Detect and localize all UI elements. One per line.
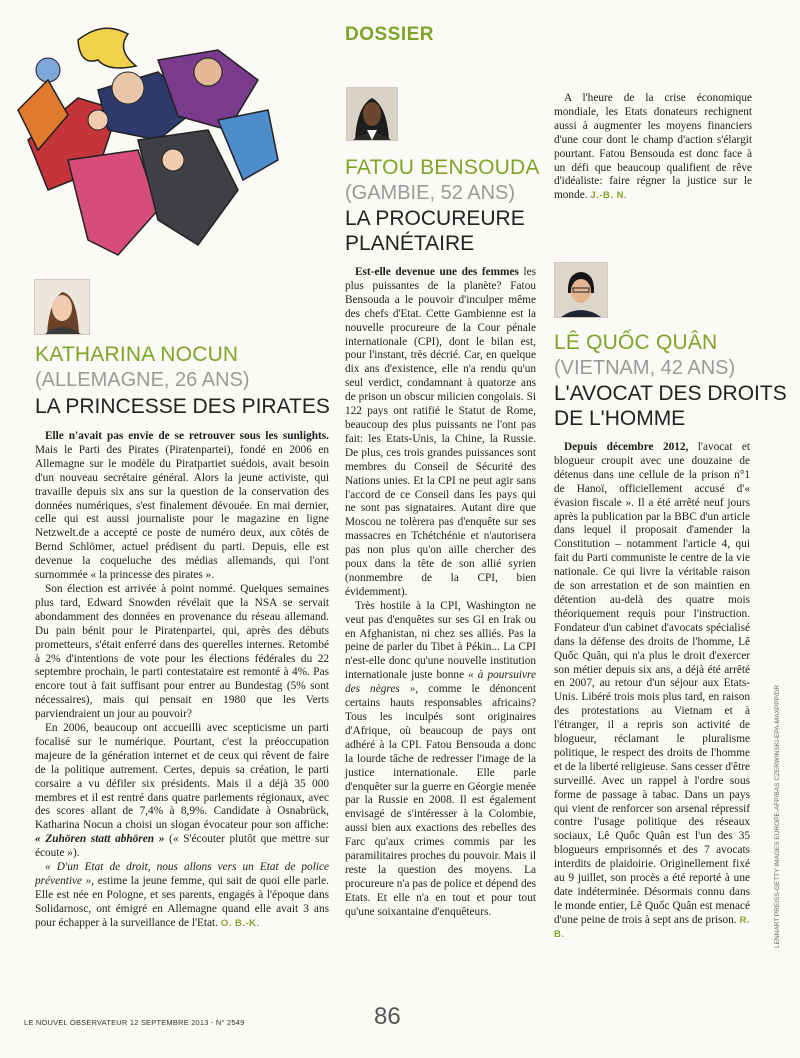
le-quoc-quan-signature: R. B.	[554, 914, 750, 940]
fatou-lead: Est-elle devenue une des femmes	[355, 266, 519, 278]
fatou-name: FATOU BENSOUDA	[345, 156, 540, 179]
le-quoc-quan-headline-line-2: DE L'HOMME	[554, 407, 686, 430]
katharina-headline: LA PRINCESSE DES PIRATES	[35, 395, 330, 418]
katharina-paragraph-3a: En 2006, beaucoup ont accueilli avec scepticisme un parti focalisé sur le numérique. Pourtant, c'est la préoccupation majeure de la génération internet et de ceux qui rêvent de faire de la politique autrement. Certes, depuis sa création, le parti corsaire a vu défiler six présidents. Mais il a déjà 35 000 membres et il est rentré dans quatre parlements régionaux, avec des scores allant de 7,4% à 8,9%. Candidate à Osnabrück, Katharina Nocun a choisi un slogan évocateur pour son affiche:	[35, 722, 329, 832]
fatou-portrait	[346, 87, 398, 141]
fatou-headline-line-2: PLANÉTAIRE	[345, 232, 475, 255]
fatou-paragraph-3: A l'heure de la crise économique mondiale, les Etats donateurs rechignent aussi à augmenter les moyens financiers d'une cour dont le champ d'action s'élargit pourtant. Fatou Bensouda est donc face à un défi que beaucoup qualifient de rêve d'idéaliste: faire régner la justice sur le monde.	[554, 92, 752, 202]
fatou-origin: (GAMBIE, 52 ANS)	[345, 182, 516, 204]
fatou-signature: J.-B. N.	[590, 190, 628, 202]
le-quoc-quan-lead: Depuis décembre 2012,	[564, 441, 689, 453]
fatou-article-continued	[554, 92, 752, 203]
katharina-signature: O. B.-K.	[220, 917, 260, 929]
katharina-paragraph-4: , estime la jeune femme, qui sait de quoi elle parle. Elle est née en Pologne, et ses parents, engagés à l'époque dans Solidarnosc, ont émigré en Allemagne quand elle avait 3 ans pour échapper à la surveillance de l'Etat.	[35, 875, 330, 929]
le-quoc-quan-headline-line-1: L'AVOCAT DES DROITS	[554, 382, 787, 405]
le-quoc-quan-portrait	[554, 262, 608, 318]
page-number: 86	[374, 1003, 401, 1030]
katharina-paragraph-2: Son élection est arrivée à point nommé. Quelques semaines plus tard, Edward Snowden révélait que la NSA se servait abondamment des données en provenance du réseau allemand. Du pain bénit pour le Piratenpartei, qui, après des débuts prometteurs, s'était enferré dans des querelles internes. Retombé à 2% d'intentions de vote pour les élections fédérales du 22 septembre prochain, le parti contestataire est remonté à 4%. Pas encore tout à fait suffisant pour entrer au Bundestag (5% sont nécessaires), mais qui pensait en 1980 que les Verts parviendraient un jour au pouvoir?	[35, 582, 329, 721]
fatou-paragraph-1: les plus puissantes de la planète? Fatou Bensouda a le pouvoir d'inculper même des chefs d'Etat. Cette Gambienne est la nouvelle procureure de la Cour pénale internationale (CPI), dont le bilan est, pour l'instant, très décrié. Car, en quelque dix ans d'existence, elle n'a rendu qu'un seul verdict, condamnant à quatorze ans de prison un obscur milicien congolais. Si 122 pays ont ratifié le Statut de Rome, beaucoup des plus puissants ne l'ont pas fait: les Etats-Unis, la Chine, la Russie. De plus, ces trois grandes puissances sont membres du Conseil de Sécurité des Nations unies. Et la CPI ne peut agir sans l'accord de ce Conseil dans les pays qui ne sont pas signataires. Autant dire que Moscou ne tolèrera pas d'enquête sur ses massacres en Tchétchénie et n'autorisera pas non plus qu'on aille chercher des poux dans la tête de son allié syrien (nonmembre de la CPI, bien évidemment).	[345, 266, 536, 598]
fatou-paragraph-2a: Très hostile à la CPI, Washington ne veut pas d'enquêtes sur ses GI en Irak ou en Afghanistan, ni chez ses alliés. Pas la peine de parler du Tibet à Pékin... La CPI n'est-elle donc qu'une nouvelle institution internationale juste bonne	[345, 599, 536, 682]
katharina-paragraph-1: Mais le Parti des Pirates (Piratenpartei), fondé en 2006 en Allemagne sur le modèle du Piratpartiet suédois, avait besoin d'un nouveau secrétaire général. Alors la jeune activiste, qui travaille depuis six ans sur la question de la conservation des données numériques, s'est finalement dévouée. En mai dernier, celle qui est aussi journaliste pour le magazine en ligne Netzwelt.de a accepté ce poste de numéro deux, aux côtés de Bernd Schlömer, actuel prédisent du parti. Depuis, elle est devenue la coqueluche des médias allemands, qui l'ont surnommée « la princesse des pirates ».	[35, 443, 329, 582]
publication-footer: LE NOUVEL OBSERVATEUR 12 SEPTEMBRE 2013 - N° 2549	[24, 1018, 245, 1027]
le-quoc-quan-name: LÊ QUỐC QUÂN	[554, 331, 718, 354]
katharina-name: KATHARINA NOCUN	[35, 343, 239, 366]
katharina-slogan: « Zuhören statt abhören »	[35, 833, 165, 846]
katharina-article	[35, 430, 329, 931]
photo-credit: LENNART PREISS-GETTY IMAGES EUROPE-AFP/BAS CZERWINSKI-EPA-MAXPPP/DR	[774, 684, 781, 948]
fatou-headline-line-1: LA PROCUREURE	[345, 207, 525, 230]
katharina-lead: Elle n'avait pas envie de se retrouver sous les sunlights.	[45, 430, 329, 442]
fatou-paragraph-2b: , comme le dénoncent certains hauts responsables africains? Tous les inculpés sont originaires d'Afrique, où beaucoup de pays ont adhéré à la CPI. Fatou Bensouda a donc la lourde tâche de redresser l'image de la justice internationale. Elle parle d'enquêter sur la guerre en Géorgie menée par la Russie en 2008. Il est également envisagé de s'intéresser à la Colombie, aussi bien aux exactions des rebelles des Farc qu'aux crimes commis par les paramilitaires proches du pouvoir. Mais il reste la question des moyens. La procureure n'a pas de police et dépend des Etats. Et elle n'a en tout et pour tout qu'une soixantaine d'enquêteurs.	[345, 683, 537, 918]
le-quoc-quan-paragraph-1: l'avocat et blogueur croupit avec une douzaine de détenus dans une cellule de la prison n°1 de Hanoï, officiellement accusé d'« évasion fiscale ». Il a été arrêté neuf jours après la publication par la BBC d'un article dans lequel il proposait d'amender la Constitution – notamment l'article 4, qui fait du Parti communiste le centre de la vie nationale. Ce qui livre la véritable raison de son arrestation et de son maintien en détention au-delà des quatre mois théoriquement requis pour l'instruction. Fondateur d'un cabinet d'avocats spécialisé dans la défense des droits de l'homme, Lê Quốc Quân, qui n'a plus le droit d'exercer son métier depuis six ans, a déjà été arrêté en 2007, au retour d'un séjour aux Etats-Unis. Libéré trois mois plus tard, en raison des protestations au Vietnam et à l'étranger, il a repris son activité de blogueur, réclamant le pluralisme politique, le respect des droits de l'homme et de la liberté religieuse. Sans cesser d'être surveillé. Avec un rappel à l'ordre sous forme de passage à tabac. Dans un pays qui vient de renforcer son arsenal répressif contre l'usage politique des réseaux sociaux, Lê Quốc Quân est l'un des 35 blogueurs emprisonnés et des 7 avocats interdits de plaidoirie. Originellement fixé au 9 juillet, son procès a été reporté à une date indéterminée. Désormais connu dans le monde entier, Lê Quốc Quân est menacé d'une peine de trois à sept ans de prison.	[554, 441, 751, 926]
le-quoc-quan-origin: (VIETNAM, 42 ANS)	[554, 357, 736, 379]
katharina-quote: « D'un Etat de droit, nous allons vers un Etat de police préventive »	[35, 861, 329, 887]
fatou-quote: « à poursuivre des nègres »	[345, 669, 536, 696]
section-label: DOSSIER	[345, 24, 435, 45]
fatou-article	[345, 266, 536, 920]
comic-pirates-illustration	[8, 20, 283, 258]
katharina-portrait	[34, 279, 90, 335]
katharina-paragraph-3b: (« S'écouter plutôt que mettre sur écoute »).	[35, 833, 329, 860]
katharina-origin: (ALLEMAGNE, 26 ANS)	[35, 369, 250, 391]
le-quoc-quan-article	[554, 441, 750, 942]
